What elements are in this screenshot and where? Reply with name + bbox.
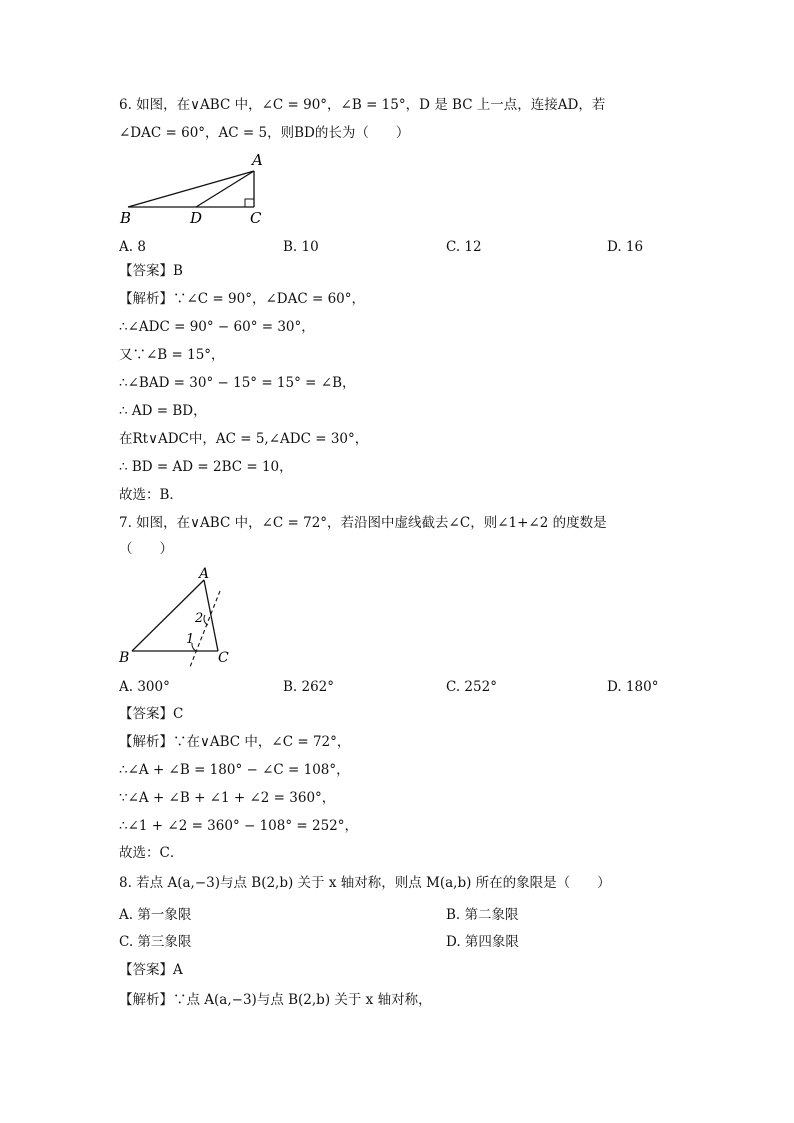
q6-side-ab	[128, 171, 254, 207]
q7-analysis-5: 故选：C．	[119, 845, 184, 861]
q7-label-2: 2	[195, 611, 204, 626]
q6-stem-line2: ∠DAC = 60°，AC = 5，则BD的长为（ ）	[119, 125, 410, 141]
q6-analysis-4: ∴∠BAD = 30° − 15° = 15° = ∠B，	[119, 375, 356, 391]
q6-right-angle-mark	[245, 199, 254, 207]
q6-option-d: D. 16	[607, 239, 644, 255]
q7-option-d: D. 180°	[607, 679, 659, 695]
q8-option-c: C. 第三象限	[119, 934, 192, 950]
q6-analysis-7: ∴ BD = AD = 2BC = 10，	[119, 459, 293, 475]
q6-stem-line1: 6. 如图，在∨ABC 中，∠C = 90°，∠B = 15°，D 是 BC 上一点，连接AD，若	[119, 97, 606, 113]
q6-option-c: C. 12	[446, 239, 482, 255]
q8-analysis-1: 【解析】∵点 A(a,−3)与点 B(2,b) 关于 x 轴对称，	[119, 992, 432, 1008]
q6-label-b: B	[120, 209, 132, 227]
q7-dashed-cut	[190, 591, 220, 667]
q7-analysis-3: ∵∠A + ∠B + ∠1 + ∠2 = 360°，	[119, 790, 336, 806]
q7-option-b: B. 262°	[283, 679, 335, 695]
q7-label-c: C	[218, 650, 229, 666]
q7-figure	[112, 563, 242, 671]
q6-figure	[112, 150, 282, 230]
q7-analysis-1: 【解析】∵在∨ABC 中，∠C = 72°，	[119, 734, 351, 750]
q7-angle-2-arc	[204, 615, 208, 625]
q7-stem-line1: 7. 如图，在∨ABC 中，∠C = 72°，若沿图中虚线截去∠C，则∠1+∠2 的度数是	[119, 515, 607, 531]
q7-option-a: A. 300°	[119, 679, 170, 695]
q6-label-d: D	[190, 209, 203, 227]
q8-option-a: A. 第一象限	[119, 907, 192, 923]
q8-option-d: D. 第四象限	[446, 934, 519, 950]
q6-option-a: A. 8	[119, 239, 146, 255]
q7-answer: 【答案】C	[119, 706, 184, 722]
q8-answer: 【答案】A	[119, 962, 183, 978]
q6-label-a: A	[252, 151, 263, 169]
q6-label-c: C	[250, 209, 262, 227]
q6-analysis-1: 【解析】∵∠C = 90°，∠DAC = 60°，	[119, 291, 365, 307]
q7-label-1: 1	[186, 632, 195, 647]
q7-side-ac	[204, 580, 218, 651]
q8-stem: 8. 若点 A(a,−3)与点 B(2,b) 关于 x 轴对称，则点 M(a,b) 所在的象限是（ ）	[119, 875, 611, 891]
q8-option-b: B. 第二象限	[446, 907, 519, 923]
q7-stem-line2: （ ）	[119, 541, 173, 557]
q7-label-b: B	[119, 650, 130, 666]
q7-option-c: C. 252°	[446, 679, 497, 695]
q6-option-b: B. 10	[283, 239, 319, 255]
q6-analysis-3: 又∵∠B = 15°，	[119, 347, 225, 363]
q7-analysis-2: ∴∠A + ∠B = 180° − ∠C = 108°，	[119, 762, 350, 778]
q6-analysis-5: ∴ AD = BD，	[119, 403, 207, 419]
q7-label-a: A	[199, 566, 210, 582]
q6-analysis-2: ∴∠ADC = 90° − 60° = 30°，	[119, 319, 315, 335]
q6-analysis-6: 在Rt∨ADC中，AC = 5,∠ADC = 30°，	[119, 431, 369, 447]
q7-analysis-4: ∴∠1 + ∠2 = 360° − 108° = 252°，	[119, 818, 359, 834]
q6-analysis-8: 故选：B．	[119, 487, 183, 503]
q6-answer: 【答案】B	[119, 263, 183, 279]
